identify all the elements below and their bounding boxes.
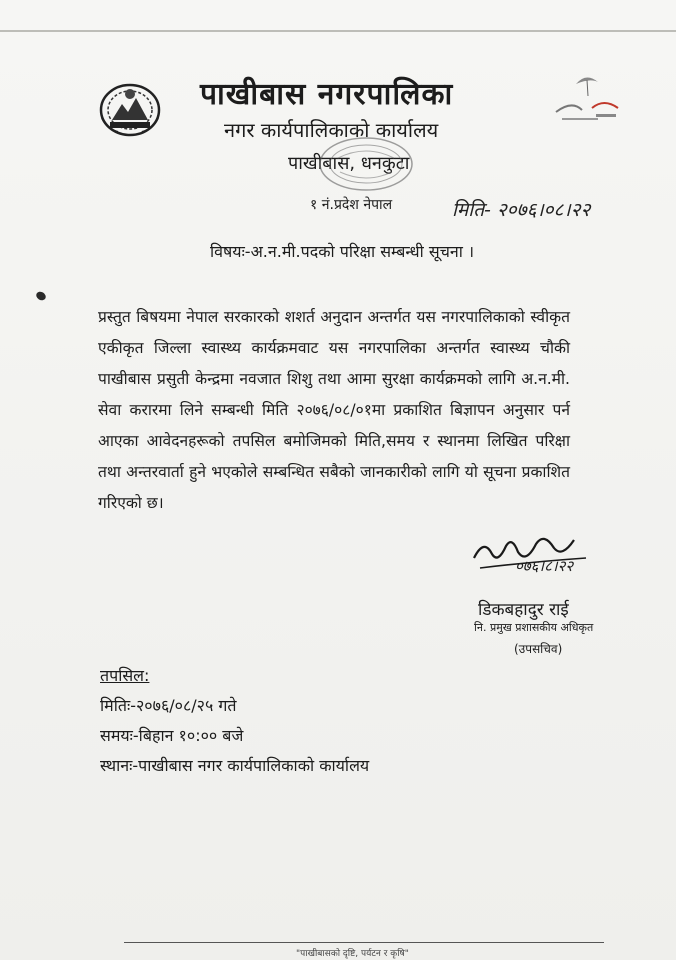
office-address: पाखीबास, धनकुटा — [288, 153, 410, 174]
letter-date: मिति- २०७६।०८।२२ — [452, 199, 591, 221]
footer-motto: "पाखीबासको दृष्टि, पर्यटन र कृषि" — [296, 949, 409, 959]
schedule-date: मितिः-२०७६/०८/२५ गते — [100, 696, 237, 715]
office-subtitle: नगर कार्यपालिकाको कार्यालय — [224, 118, 439, 142]
visit-nepal-logo — [552, 70, 622, 128]
signature-date: ०७६।८।२२ — [515, 557, 574, 575]
top-border-line — [0, 30, 676, 32]
signatory-designation: नि. प्रमुख प्रशासकीय अधिकृत — [474, 621, 594, 634]
footer-line — [124, 942, 604, 943]
notice-subject: विषयः-अ.न.मी.पदको परिक्षा सम्बन्धी सूचना । — [210, 242, 475, 261]
signatory-name: डिकबहादुर राई — [478, 600, 569, 620]
province-label: १ नं.प्रदेश नेपाल — [310, 197, 393, 213]
schedule-heading: तपसिल: — [100, 666, 150, 685]
schedule-time: समयः-बिहान १०:०० बजे — [100, 726, 244, 745]
schedule-place: स्थानः-पाखीबास नगर कार्यपालिकाको कार्यालय — [100, 756, 370, 775]
notice-body: प्रस्तुत बिषयमा नेपाल सरकारको शशर्त अनुदान अन्तर्गत यस नगरपालिकाको स्वीकृत एकीकृत जिल्ला स्वास्थ्य कार्यक्रमवाट यस नगरपालिका अन्तर्गत स्वास्थ्य चौकी पाखीबास प्रसुती केन्द्रमा नवजात शिशु तथा आमा सुरक्षा कार्यक्रमको लागि अ.न.मी. सेवा करारमा लिने सम्बन्धी मिति २०७६/०८/०१मा प्रकाशित बिज्ञापन अनुसार पर्न आएका आवेदनहरूको तपसिल बमोजिमको मिति,समय र स्थानमा लिखित परिक्षा तथा अन्तरवार्ता हुने भएकोले सम्बन्धित सबैको जानकारीको लागि यो सूचना प्रकाशित गरिएको छ। — [98, 308, 570, 512]
signatory-rank: (उपसचिव) — [514, 642, 563, 656]
office-stamp-icon — [316, 134, 416, 194]
ink-speck — [35, 290, 48, 302]
nepal-emblem-icon — [98, 80, 162, 138]
municipality-title: पाखीबास नगरपालिका — [200, 77, 454, 112]
